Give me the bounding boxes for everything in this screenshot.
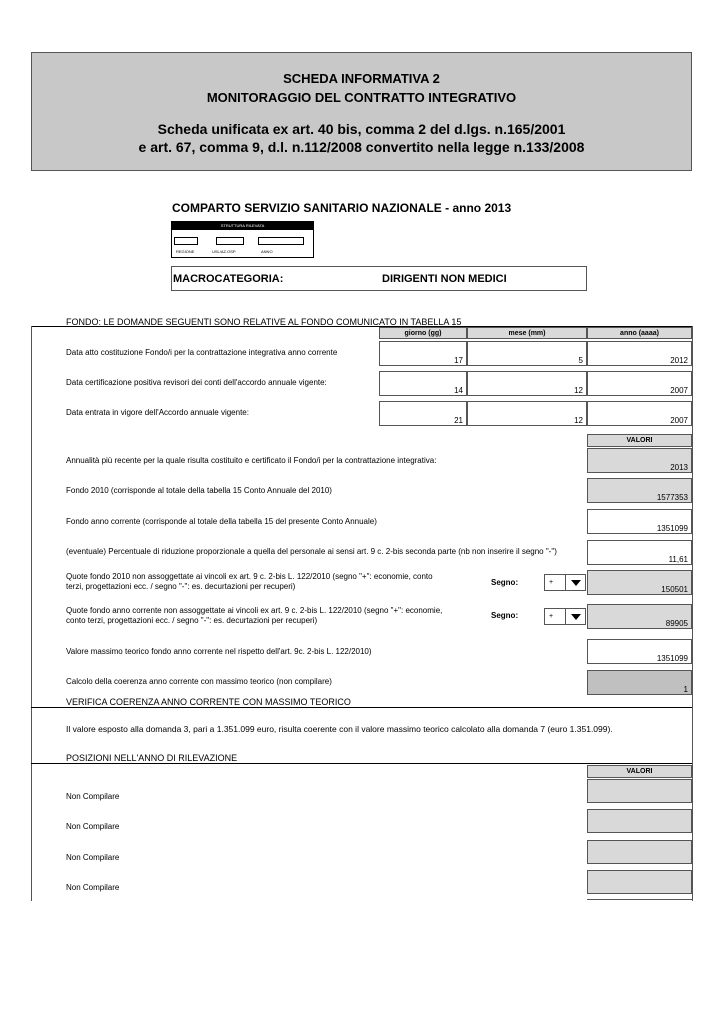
date-row-label: Data certificazione positiva revisori dei conti dell'accordo annuale vigente: xyxy=(66,378,327,387)
macrocategoria-label: MACROCATEGORIA: xyxy=(173,273,284,285)
giorno-header: giorno (gg) xyxy=(379,327,467,339)
posizione-label: Non Compilare xyxy=(66,853,120,862)
anno-label: ANNO xyxy=(261,249,273,254)
percentuale-field[interactable]: 11,61 xyxy=(587,540,692,565)
verifica-section xyxy=(31,697,692,709)
fondo2010-label: Fondo 2010 (corrisponde al totale della tabella 15 Conto Annuale del 2010) xyxy=(66,486,332,495)
header-law-line-2: e art. 67, comma 9, d.l. n.112/2008 convertito nella legge n.133/2008 xyxy=(138,139,585,155)
segno-value: + xyxy=(549,613,554,620)
annualita-label: Annualità più recente per la quale risulta costituito e certificato il Fondo/i per la contrattazione integrativa: xyxy=(66,456,437,465)
anno-header: anno (aaaa) xyxy=(587,327,692,339)
header-subtitle: MONITORAGGIO DEL CONTRATTO INTEGRATIVO xyxy=(206,90,517,105)
posizione-label: Non Compilare xyxy=(66,883,120,892)
posizione-label: Non Compilare xyxy=(66,822,120,831)
header-law-line-1: Scheda unificata ex art. 40 bis, comma 2 del d.lgs. n.165/2001 xyxy=(157,121,566,137)
quote2010-label-1: Quote fondo 2010 non assoggettate ai vincoli ex art. 9 c. 2-bis L. 122/2010 (segno "+": economie, conto xyxy=(66,572,433,581)
header-title: SCHEDA INFORMATIVA 2 xyxy=(283,71,440,86)
chevron-down-icon xyxy=(571,614,581,620)
quote2010-label-2: terzi, progettazioni ecc. / segno "-": es. decurtazioni per recuperi) xyxy=(66,582,296,591)
uslaz-label: USL/AZ.OSP. xyxy=(212,249,237,254)
verifica-section-title: VERIFICA COERENZA ANNO CORRENTE CON MASSIMO TEORICO xyxy=(66,697,351,707)
segno-select[interactable] xyxy=(544,574,586,591)
segno-label: Segno: xyxy=(491,578,519,587)
struttura-rilevata xyxy=(171,221,314,258)
quote2010-field[interactable]: 150501 xyxy=(587,570,692,595)
mese-header: mese (mm) xyxy=(467,327,587,339)
header-box xyxy=(31,52,692,171)
anno-field[interactable]: 2007 xyxy=(587,371,692,396)
verifica-text: Il valore esposto alla domanda 3, pari a 1.351.099 euro, risulta coerente con il valore massimo teorico calcolato alla domanda 7 (euro 1.351.099). xyxy=(66,724,613,734)
comparto-title: COMPARTO SERVIZIO SANITARIO NAZIONALE - anno 2013 xyxy=(172,201,512,215)
fondocorrente-label: Fondo anno corrente (corrisponde al totale della tabella 15 del presente Conto Annuale) xyxy=(66,517,377,526)
posizione-label: Non Compilare xyxy=(66,792,120,801)
macrocategoria-box xyxy=(171,266,587,291)
segno-select[interactable] xyxy=(544,608,586,625)
mese-field[interactable]: 12 xyxy=(467,371,587,396)
anno-field[interactable]: 2007 xyxy=(587,401,692,426)
fondo-section-title: FONDO: LE DOMANDE SEGUENTI SONO RELATIVE AL FONDO COMUNICATO IN TABELLA 15 xyxy=(66,317,462,327)
fondo2010-field[interactable]: 1577353 xyxy=(587,478,692,503)
anno-field[interactable] xyxy=(258,237,304,245)
posizione-field[interactable] xyxy=(587,809,692,833)
posizioni-section-title: POSIZIONI NELL'ANNO DI RILEVAZIONE xyxy=(66,753,238,763)
coerenza-label: Calcolo della coerenza anno corrente con massimo teorico (non compilare) xyxy=(66,677,332,686)
mese-field[interactable]: 12 xyxy=(467,401,587,426)
mese-field[interactable]: 5 xyxy=(467,341,587,366)
quotecorr-label-2: conto terzi, progettazioni ecc. / segno "-": es. decurtazioni per recuperi) xyxy=(66,616,318,625)
giorno-field[interactable]: 21 xyxy=(379,401,467,426)
massimo-label: Valore massimo teorico fondo anno corrente nel rispetto dell'art. 9c. 2-bis L. 122/2010) xyxy=(66,647,372,656)
giorno-field[interactable]: 14 xyxy=(379,371,467,396)
giorno-field[interactable]: 17 xyxy=(379,341,467,366)
posizioni-valori-header: VALORI xyxy=(587,765,692,778)
chevron-down-icon xyxy=(571,580,581,586)
segno-value: + xyxy=(549,579,554,586)
coerenza-field: 1 xyxy=(587,670,692,695)
posizione-field[interactable] xyxy=(587,840,692,864)
massimo-field[interactable]: 1351099 xyxy=(587,639,692,664)
quotecorr-field[interactable]: 89905 xyxy=(587,604,692,629)
quotecorr-label-1: Quote fondo anno corrente non assoggettate ai vincoli ex art. 9 c. 2-bis L. 122/2010 (segno "+": economie, xyxy=(66,606,443,615)
uslaz-field[interactable] xyxy=(216,237,244,245)
date-row-label: Data atto costituzione Fondo/i per la contrattazione integrativa anno corrente xyxy=(66,348,338,357)
posizione-field[interactable] xyxy=(587,870,692,894)
anno-field[interactable]: 2012 xyxy=(587,341,692,366)
valori-header: VALORI xyxy=(587,434,692,447)
regione-label: REGIONE xyxy=(176,249,195,254)
posizione-field[interactable] xyxy=(587,779,692,803)
segno-label: Segno: xyxy=(491,611,519,620)
date-row-label: Data entrata in vigore dell'Accordo annuale vigente: xyxy=(66,408,249,417)
annualita-field[interactable]: 2013 xyxy=(587,448,692,473)
fondocorrente-field[interactable]: 1351099 xyxy=(587,509,692,534)
regione-field[interactable] xyxy=(174,237,198,245)
struttura-title: STRUTTURA RILEVATA xyxy=(172,222,313,230)
macrocategoria-value: DIRIGENTI NON MEDICI xyxy=(382,273,507,285)
percentuale-label: (eventuale) Percentuale di riduzione proporzionale a quella del personale ai sensi art. 9 c. 2-bis seconda parte (nb non inserire il segno "-") xyxy=(66,547,557,556)
